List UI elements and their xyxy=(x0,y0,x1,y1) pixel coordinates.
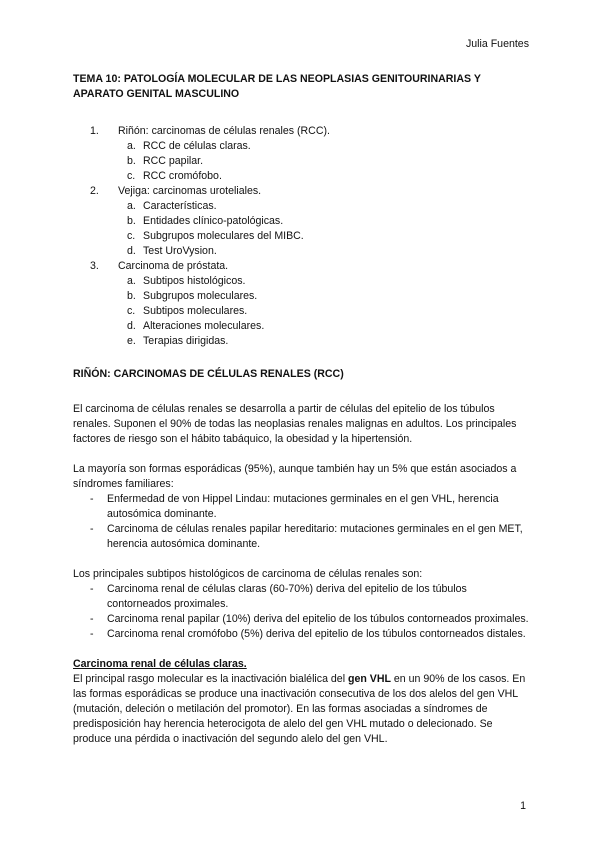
toc-subitem xyxy=(73,214,533,229)
toc-subitem-label: Subgrupos moleculares. xyxy=(143,290,258,302)
toc-subitem xyxy=(73,319,533,334)
author-name: Julia Fuentes xyxy=(465,38,529,50)
toc-subitem-letter: e. xyxy=(127,335,136,347)
toc-subitem xyxy=(73,229,533,244)
toc-subitem-letter: a. xyxy=(127,200,136,212)
list-item-text: Carcinoma renal de células claras (60-70%) deriva del epitelio de los túbulos contorneados proximales. xyxy=(107,583,467,610)
list-item-text: Carcinoma renal papilar (10%) deriva del epitelio de los túbulos contorneados proximales. xyxy=(107,613,529,625)
dash-marker: - xyxy=(90,628,94,640)
paragraph-text-part-2: en un 90% de los casos. En las formas esporádicas se produce una inactivación consecutiva de los dos alelos del gen VHL (mutación, deleción o metilación del promotor). En las formas asociadas a síndromes de predisposición hay herencia heterocigota de alelo del gen VHL mutado o delecionado. Se produce una pérdida o inactivación del segundo alelo del gen VHL. xyxy=(73,673,526,745)
list-item xyxy=(73,627,533,642)
toc-subitem xyxy=(73,199,533,214)
toc-subitem-label: Características. xyxy=(143,200,217,212)
histologic-subtypes-list xyxy=(73,582,533,642)
toc-subitem-letter: a. xyxy=(127,140,136,152)
dash-marker: - xyxy=(90,613,94,625)
paragraph-familial: La mayoría son formas esporádicas (95%), aunque también hay un 5% que están asociados a síndromes familiares: xyxy=(73,463,517,490)
title-line-1: TEMA 10: PATOLOGÍA MOLECULAR DE LAS NEOPLASIAS GENITOURINARIAS Y xyxy=(73,73,481,85)
document-title xyxy=(73,72,533,102)
paragraph-subtypes: Los principales subtipos histológicos de carcinoma de células renales son: xyxy=(73,568,423,580)
list-item xyxy=(73,582,533,612)
toc-item xyxy=(73,259,533,274)
toc-subitem xyxy=(73,334,533,349)
toc-subitem-label: Subgrupos moleculares del MIBC. xyxy=(143,230,304,242)
bold-term-vhl: gen VHL xyxy=(348,673,391,685)
page-number: 1 xyxy=(520,800,526,812)
toc-subitem-letter: c. xyxy=(127,170,136,182)
list-item xyxy=(73,492,533,522)
toc-item-label: Riñón: carcinomas de células renales (RCC). xyxy=(118,125,330,137)
toc-item-number: 2. xyxy=(90,185,99,197)
toc-item-number: 1. xyxy=(90,125,99,137)
toc-subitem-label: Terapias dirigidas. xyxy=(143,335,229,347)
toc-subitem-label: Alteraciones moleculares. xyxy=(143,320,265,332)
toc-subitem-letter: c. xyxy=(127,305,136,317)
toc-subitem xyxy=(73,244,533,259)
toc-subitem-letter: b. xyxy=(127,215,136,227)
toc-subitem xyxy=(73,304,533,319)
toc-subitem-label: RCC de células claras. xyxy=(143,140,251,152)
toc-subitem-letter: d. xyxy=(127,245,136,257)
toc-subitem-label: RCC papilar. xyxy=(143,155,204,167)
toc-item xyxy=(73,124,533,139)
toc-subitem-letter: c. xyxy=(127,230,136,242)
subsection-heading-clear-cell: Carcinoma renal de células claras. xyxy=(73,658,247,670)
list-item xyxy=(73,522,533,552)
list-item-text: Carcinoma renal cromófobo (5%) deriva del epitelio de los túbulos contorneados distales. xyxy=(107,628,526,640)
document-body xyxy=(73,72,533,747)
toc-subitem-label: RCC cromófobo. xyxy=(143,170,222,182)
toc-subitem xyxy=(73,274,533,289)
list-item xyxy=(73,612,533,627)
toc-subitem-label: Entidades clínico-patológicas. xyxy=(143,215,284,227)
toc-item-label: Carcinoma de próstata. xyxy=(118,260,229,272)
familial-syndromes-list xyxy=(73,492,533,552)
toc-item-label: Vejiga: carcinomas uroteliales. xyxy=(118,185,262,197)
dash-marker: - xyxy=(90,583,94,595)
list-item-text: Carcinoma de células renales papilar hereditario: mutaciones germinales en el gen MET, herencia autosómica dominante. xyxy=(107,523,523,550)
toc-item xyxy=(73,184,533,199)
toc-subitem xyxy=(73,154,533,169)
toc-subitem-letter: a. xyxy=(127,275,136,287)
toc-subitem-letter: b. xyxy=(127,290,136,302)
toc-subitem-label: Test UroVysion. xyxy=(143,245,217,257)
dash-marker: - xyxy=(90,493,94,505)
toc-subitem-letter: d. xyxy=(127,320,136,332)
toc-subitem xyxy=(73,139,533,154)
dash-marker: - xyxy=(90,523,94,535)
toc-item-number: 3. xyxy=(90,260,99,272)
paragraph-text-part-1: El principal rasgo molecular es la inactivación bialélica del xyxy=(73,673,348,685)
paragraph-clear-cell xyxy=(73,672,533,747)
list-item-text: Enfermedad de von Hippel Lindau: mutaciones germinales en el gen VHL, herencia autosómica dominante. xyxy=(107,493,499,520)
toc-subitem-letter: b. xyxy=(127,155,136,167)
toc-subitem-label: Subtipos histológicos. xyxy=(143,275,246,287)
toc-subitem xyxy=(73,169,533,184)
title-line-2: APARATO GENITAL MASCULINO xyxy=(73,88,240,100)
table-of-contents xyxy=(73,124,533,349)
toc-subitem xyxy=(73,289,533,304)
toc-subitem-label: Subtipos moleculares. xyxy=(143,305,248,317)
paragraph-intro: El carcinoma de células renales se desarrolla a partir de células del epitelio de los túbulos renales. Suponen el 90% de todas las neoplasias renales malignas en adultos. Los principales factores de riesgo son el hábito tabáquico, la obesidad y la hipertensión. xyxy=(73,403,517,445)
section-heading-rcc: RIÑÓN: CARCINOMAS DE CÉLULAS RENALES (RCC) xyxy=(73,368,344,380)
